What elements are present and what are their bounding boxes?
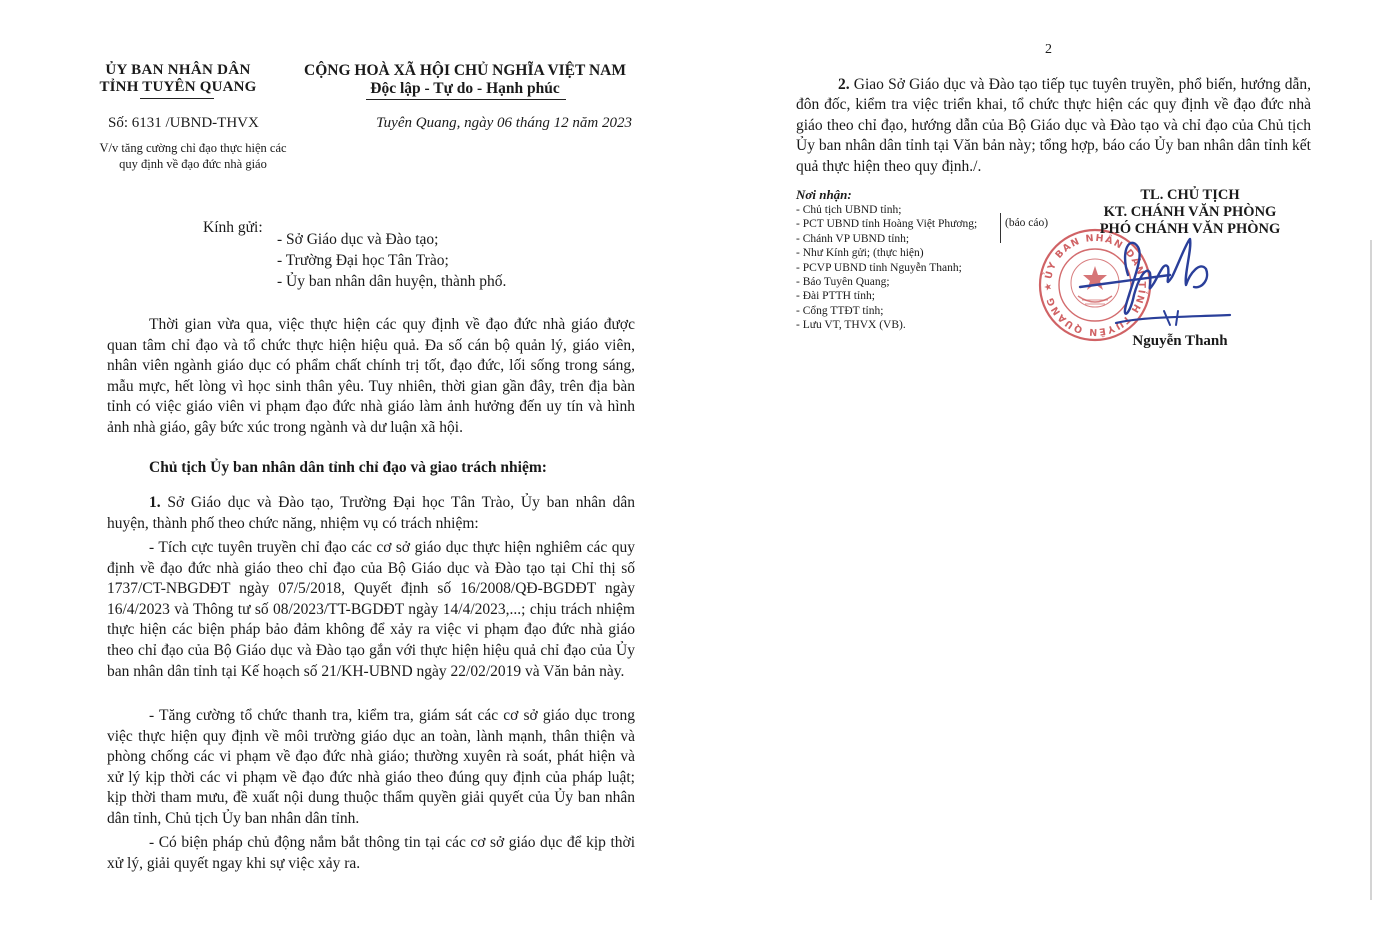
distribution-item: - Như Kính gửi; (thực hiện) — [796, 247, 924, 260]
item-number: 1. — [149, 494, 161, 511]
item-number: 2. — [838, 76, 850, 93]
directive-subitem-1: - Tích cực tuyên truyền chỉ đạo các cơ sở giáo dục thực hiện nghiêm các quy định về đạo đức nhà giáo theo chỉ đạo của Bộ Giáo dục và Đào tạo tại Chỉ thị số 1737/CT-NBGDĐT ngày 07/5/2018, Quyết định số 16/2008/QĐ-BGDĐT ngày 16/4/2023 và Thông tư số 08/2023/TT-BGDĐT ngày 14/4/2023,...; chịu trách nhiệm thực hiện các biện pháp bảo đảm không để xảy ra việc vi phạm đạo đức nhà giáo theo chỉ đạo của Bộ Giáo dục và Đào tạo gắn với thực hiện hiệu quả chỉ đạo của Ủy ban nhân dân tỉnh tại Kế hoạch số 21/KH-UBND ngày 22/02/2019 và Văn bản này. — [107, 539, 635, 680]
distribution-item: - Cổng TTĐT tỉnh; — [796, 304, 884, 317]
directive-subitem-3: - Có biện pháp chủ động nắm bắt thông tin tại các cơ sở giáo dục để kịp thời xử lý, giải quyết ngay khi sự việc xảy ra. — [107, 834, 635, 872]
recipient-item: - Sở Giáo dục và Đào tạo; — [277, 231, 439, 248]
item-text: Giao Sở Giáo dục và Đào tạo tiếp tục tuyên truyền, phổ biến, hướng dẫn, đôn đốc, kiểm tra việc triển khai, tổ chức thực hiện các quy định về đạo đức nhà giáo theo chỉ đạo, hướng dẫn của Bộ Giáo dục và Đào tạo và chỉ đạo của Chủ tịch Ủy ban nhân dân tỉnh tại Văn bản này; tổng hợp, báo cáo Ủy ban nhân dân tỉnh kết quả thực hiện theo quy định./. — [796, 76, 1311, 175]
distribution-item: - Chánh VP UBND tỉnh; — [796, 232, 910, 245]
org-underline-divider — [140, 98, 214, 99]
svg-text:ỦY BAN NHÂN DÂN TỈNH TUYÊN QUA: ỦY BAN NHÂN DÂN TỈNH TUYÊN QUANG ★ — [1042, 232, 1148, 338]
document-number: Số: 6131 /UBND-THVX — [108, 115, 259, 131]
page-number: 2 — [1045, 42, 1052, 57]
recipient-list — [277, 229, 506, 292]
national-motto: Độc lập - Tự do - Hạnh phúc — [370, 80, 560, 97]
recipients-label: Kính gửi: — [203, 219, 263, 236]
signature-title-block — [1080, 187, 1300, 238]
recipient-item: - Ủy ban nhân dân huyện, thành phố. — [277, 273, 507, 290]
distribution-item: - Chủ tịch UBND tỉnh; — [796, 204, 902, 216]
distribution-item: - PCT UBND tỉnh Hoàng Việt Phương; — [796, 218, 978, 231]
issuing-org-line1: ỦY BAN NHÂN DÂN — [105, 62, 251, 78]
directive-item-2 — [796, 75, 1311, 177]
intro-paragraph: Thời gian vừa qua, việc thực hiện các quy định về đạo đức nhà giáo được quan tâm chỉ đạo và tổ chức thực hiện hiệu quả. Đa số cán bộ quản lý, giáo viên, nhân viên ngành giáo dục có phẩm chất chính trị tốt, đạo đức, lối sống trong sáng, mẫu mực, hết lòng vì học sinh thân yêu. Tuy nhiên, thời gian gần đây, trên địa bàn tỉnh có việc giáo viên vi phạm đạo đức nhà giáo làm ảnh hưởng đến uy tín và hình ảnh nhà giáo, gây bức xúc trong ngành và dư luận xã hội. — [107, 316, 635, 436]
signer-name: Nguyễn Thanh — [1132, 333, 1228, 349]
motto-underline-divider — [366, 99, 566, 100]
bracket-note: (báo cáo) — [1005, 217, 1049, 229]
bracket-divider — [1000, 213, 1001, 243]
distribution-item: - Báo Tuyên Quang; — [796, 276, 890, 289]
signature-title-line2: KT. CHÁNH VĂN PHÒNG — [1103, 204, 1277, 220]
distribution-item: - Đài PTTH tỉnh; — [796, 290, 875, 303]
page-edge-line — [1370, 240, 1372, 900]
distribution-item: - PCVP UBND tỉnh Nguyễn Thanh; — [796, 261, 962, 274]
directive-heading: Chủ tịch Ủy ban nhân dân tỉnh chỉ đạo và giao trách nhiệm: — [149, 459, 547, 476]
place-and-date: Tuyên Quang, ngày 06 tháng 12 năm 2023 — [376, 115, 632, 131]
distribution-item: - Lưu VT, THVX (VB). — [796, 319, 906, 332]
document-page-2 — [700, 0, 1400, 932]
distribution-list — [796, 203, 977, 333]
directive-subitem-2: - Tăng cường tổ chức thanh tra, kiểm tra, giám sát các cơ sở giáo dục trong việc thực hiện quy định về môi trường giáo dục an toàn, lành mạnh, thân thiện và phòng chống các vi phạm về đạo đức nhà giáo; thường xuyên rà soát, phát hiện và xử lý kịp thời các vi phạm về đạo đức nhà giáo theo đúng quy định của pháp luật; kịp thời tham mưu, đề xuất nội dung thuộc thẩm quyền giải quyết của Ủy ban nhân dân tỉnh, Chủ tịch Ủy ban nhân dân tỉnh. — [107, 707, 635, 827]
handwritten-signature-icon — [1060, 225, 1240, 335]
signature-title-line1: TL. CHỦ TỊCH — [1140, 187, 1240, 203]
directive-item-1 — [107, 493, 635, 534]
item-text: Sở Giáo dục và Đào tạo, Trường Đại học Tân Trào, Ủy ban nhân dân huyện, thành phố theo chức năng, nhiệm vụ có trách nhiệm: — [107, 494, 635, 532]
signature-title-line3: PHÓ CHÁNH VĂN PHÒNG — [1099, 221, 1281, 237]
national-title: CỘNG HOÀ XÃ HỘI CHỦ NGHĨA VIỆT NAM — [304, 62, 626, 79]
document-subject: V/v tăng cường chỉ đạo thực hiện các quy định về đạo đức nhà giáo — [99, 141, 287, 171]
issuing-org-line2: TỈNH TUYÊN QUANG — [99, 79, 257, 95]
recipient-item: - Trường Đại học Tân Trào; — [277, 252, 449, 269]
distribution-title: Nơi nhận: — [796, 187, 852, 202]
